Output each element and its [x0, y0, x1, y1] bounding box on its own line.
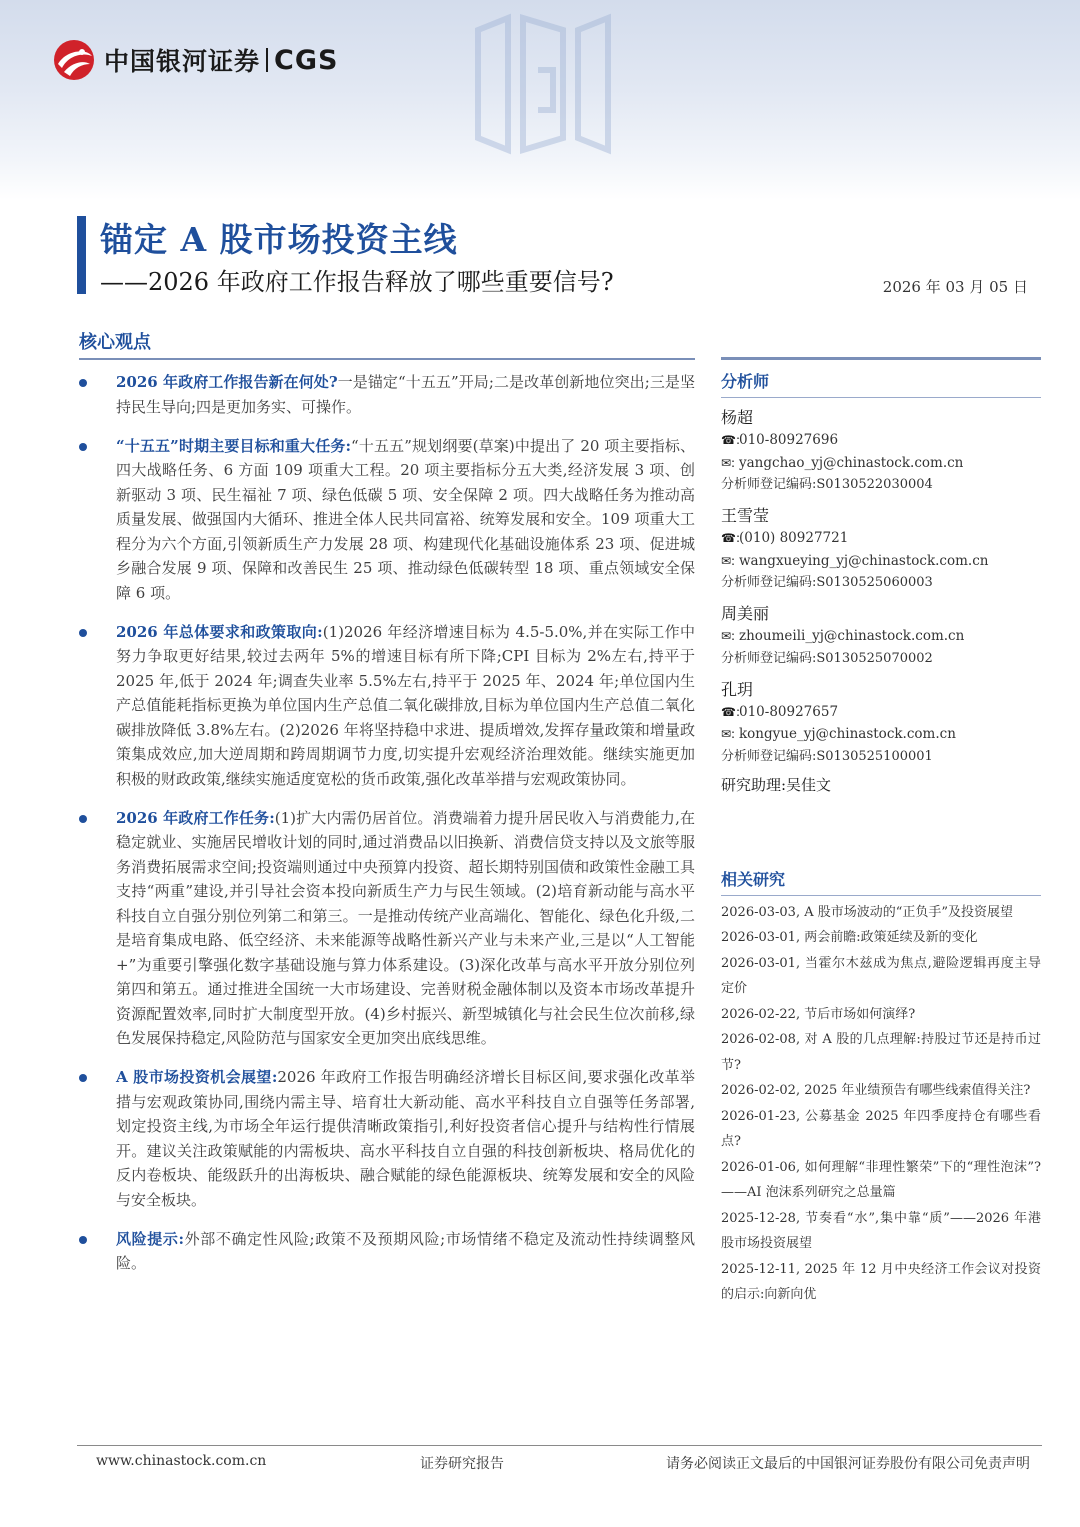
related-research-item[interactable]: 2025-12-11, 2025 年 12 月中央经济工作会议对投资的启示:向新向优 [721, 1261, 1041, 1302]
bullet-dot-icon [79, 443, 87, 451]
analyst-email-row [721, 625, 1041, 648]
core-views-list [79, 370, 695, 1290]
core-view-text: 2026 年政府工作报告明确经济增长目标区间,要求强化改革举措与宏观政策协同,围绕内需主导、培育壮大新动能、高水平科技自立自强等任务部署,划定投资主线,为市场全年运行提供清晰政策指引,利好投资者信心提升与结构性行情展开。建议关注政策赋能的内需板块、高水平科技自立自强的科技创新板块、格局优化的反内卷板块、能级跃升的出海板块、融合赋能的绿色能源板块、统筹发展和安全的风险与安全板块。 [116, 1068, 695, 1209]
related-research-list [721, 900, 1041, 1308]
analyst-card [721, 407, 1041, 496]
analyst-card [721, 603, 1041, 670]
bullet-dot-icon [79, 379, 87, 387]
core-view-item [79, 806, 695, 1051]
bullet-dot-icon [79, 629, 87, 637]
analyst-card [721, 679, 1041, 768]
envelope-icon: ✉: [721, 727, 736, 741]
analyst-phone-row [721, 527, 1041, 550]
phone-icon: ☎: [721, 433, 740, 447]
analyst-name: 王雪莹 [721, 506, 770, 525]
analyst-name: 孔玥 [721, 679, 754, 699]
core-view-item [79, 1227, 695, 1276]
header-banner [0, 0, 1080, 200]
related-research-item[interactable]: 2025-12-28, 节奏看“水”,集中靠“质”——2026 年港股市场投资展望 [721, 1210, 1041, 1251]
core-view-lead: 风险提示: [116, 1229, 184, 1248]
analyst-email[interactable]: kongyue_yj@chinastock.com.cn [739, 726, 956, 742]
core-view-item [79, 620, 695, 792]
bullet-dot-icon [79, 1236, 87, 1244]
logo-english-name: CGS [274, 44, 339, 76]
phone-icon: ☎: [721, 531, 740, 545]
phone-icon: ☎: [721, 704, 740, 719]
sidebar-top-rule [721, 357, 1041, 360]
footer-doc-type: 证券研究报告 [420, 1456, 504, 1472]
logo-chinese-name: 中国银河证券 [104, 47, 261, 76]
analyst-name: 杨超 [721, 408, 754, 427]
core-view-item [79, 1065, 695, 1212]
core-view-text: 一是锚定“十五五”开局;二是改革创新地位突出;三是坚持民生导向;四是更加务实、可操作。 [116, 373, 695, 416]
analyst-email[interactable]: zhoumeili_yj@chinastock.com.cn [739, 628, 965, 644]
analyst-email[interactable]: wangxueying_yj@chinastock.com.cn [739, 552, 989, 569]
report-title: 锚定 A 股市场投资主线 [100, 220, 458, 259]
footer-website-link[interactable]: www.chinastock.com.cn [96, 1453, 267, 1469]
bullet-dot-icon [79, 1074, 87, 1082]
analyst-phone: 010-80927696 [739, 432, 839, 448]
analyst-phone: (010) 80927721 [739, 530, 849, 546]
analyst-phone: 010-80927657 [739, 703, 839, 720]
analyst-registration: 分析师登记编码:S0130525100001 [721, 748, 933, 764]
report-subtitle: ——2026 年政府工作报告释放了哪些重要信号? [100, 268, 614, 296]
analyst-card [721, 505, 1041, 594]
analyst-registration: 分析师登记编码:S0130525070002 [721, 650, 933, 666]
core-view-text: “十五五”规划纲要(草案)中提出了 20 项主要指标、四大战略任务、6 方面 109 项重大工程。20 项主要指标分五大类,经济发展 3 项、创新驱动 3 项、民生福祉 7 项、绿色低碳 5 项、安全保障 2 项。四大战略任务为推动高质量发展、做强国内大循环、推进全体人民共同富裕、统筹发展和安全。109 项重大工程分为六个方面,引领新质生产力发展 28 项、构建现代化基础设施体系 23 项、促进城乡融合发展 9 项、保障和改善民生 25 项、推动绿色低碳转型 18 项、重点领域安全保障 6 项。 [116, 436, 696, 602]
related-research-divider [721, 895, 1041, 896]
analyst-registration: 分析师登记编码:S0130525060003 [721, 575, 933, 590]
footer-divider [77, 1445, 1042, 1446]
footer-disclaimer: 请务必阅读正文最后的中国银河证券股份有限公司免责声明 [666, 1456, 1030, 1472]
related-research-item[interactable]: 2026-02-08, 对 A 股的几点理解:持股过节还是持币过节? [721, 1032, 1041, 1073]
analyst-email-row [721, 550, 1041, 573]
analyst-phone-row [721, 429, 1041, 452]
core-view-lead: 2026 年政府工作任务: [116, 808, 275, 827]
core-view-text: (1)扩大内需仍居首位。消费端着力提升居民收入与消费能力,在稳定就业、实施居民增收计划的同时,通过消费品以旧换新、消费信贷支持以及文旅等服务消费拓展需求空间;投资端则通过中央预算内投资、超长期特别国债和政策性金融工具支持“两重”建设,并引导社会资本投向新质生产力与民生领域。(2)培育新动能与高水平科技自立自强分别位列第二和第三。一是推动传统产业高端化、智能化、绿色化升级,二是培育集成电路、低空经济、未来能源等战略性新兴产业与未来产业,三是以“人工智能+”为重要引擎强化数字基础设施与算力体系建设。(3)深化改革与高水平开放分别位列第四和第五。通过推进全国统一大市场建设、完善财税金融体制以及资本市场改革提升资源配置效率,同时扩大制度型开放。(4)乡村振兴、新型城镇化与社会民生位次前移,绿色发展保持稳定,风险防范与国家安全更加突出底线思维。 [116, 808, 695, 1047]
related-research-heading: 相关研究 [721, 869, 786, 889]
analyst-email[interactable]: yangchao_yj@chinastock.com.cn [739, 454, 964, 471]
report-date: 2026 年 03 月 05 日 [882, 278, 1028, 296]
analysts-heading: 分析师 [721, 372, 770, 391]
analyst-email-row [721, 723, 1041, 746]
core-view-lead: A 股市场投资机会展望: [116, 1068, 278, 1086]
envelope-icon: ✉: [721, 553, 736, 568]
bullet-dot-icon [79, 815, 87, 823]
sidebar [721, 357, 1041, 1308]
related-research-item[interactable]: 2026-03-01, 当霍尔木兹成为焦点,避险逻辑再度主导定价 [721, 955, 1041, 996]
core-view-text: 外部不确定性风险;政策不及预期风险;市场情绪不稳定及流动性持续调整风险。 [116, 1229, 695, 1272]
research-assistant: 研究助理:吴佳文 [721, 775, 832, 794]
related-research-item[interactable]: 2026-02-02, 2025 年业绩预告有哪些线索值得关注? [721, 1083, 1031, 1098]
analyst-registration: 分析师登记编码:S0130522030004 [721, 477, 933, 492]
logo-separator [266, 48, 268, 72]
title-accent-bar [77, 216, 86, 294]
core-view-lead: 2026 年政府工作报告新在何处? [116, 373, 338, 391]
cgs-watermark-icon [468, 10, 618, 160]
core-view-item [79, 370, 695, 419]
related-research-item[interactable]: 2026-02-22, 节后市场如何演绎? [721, 1006, 916, 1022]
related-research-item[interactable]: 2026-03-03, A 股市场波动的“正负手”及投资展望 [721, 904, 1014, 920]
related-research-item[interactable]: 2026-01-23, 公募基金 2025 年四季度持仓有哪些看点? [721, 1108, 1041, 1149]
related-research-section [721, 867, 1041, 1308]
analyst-phone-row [721, 701, 1041, 724]
core-view-lead: 2026 年总体要求和政策取向: [116, 622, 323, 641]
galaxy-logo-icon [52, 38, 96, 82]
core-views-heading: 核心观点 [79, 332, 151, 353]
company-logo [52, 38, 338, 82]
envelope-icon: ✉: [721, 629, 736, 643]
core-views-divider [79, 358, 695, 360]
analyst-email-row [721, 452, 1041, 475]
envelope-icon: ✉: [721, 455, 736, 470]
analyst-name: 周美丽 [721, 604, 770, 623]
core-view-text: (1)2026 年经济增速目标为 4.5-5.0%,并在实际工作中努力争取更好结果,较过去两年 5%的增速目标有所下降;CPI 目标为 2%左右,持平于 2025 年,低于 2024 年;调查失业率 5.5%左右,持平于 2025 年、2024 年;单位国内生产总值能耗指标更换为单位国内生产总值二氧化碳排放,目标为单位国内生产总值二氧化碳排放降低 3.8%左右。(2)2026 年将坚持稳中求进、提质增效,发挥存量政策和增量政策集成效应,加大逆周期和跨周期调节力度,切实提升宏观经济治理效能。继续实施更加积极的财政政策,继续实施适度宽松的货币政策,强化改革举措与宏观政策协同。 [116, 622, 696, 788]
core-view-item [79, 434, 695, 606]
core-view-lead: “十五五”时期主要目标和重大任务: [116, 436, 352, 455]
analysts-divider [721, 397, 1041, 398]
related-research-item[interactable]: 2026-01-06, 如何理解“非理性繁荣”下的“理性泡沫”?——AI 泡沫系列研究之总量篇 [721, 1159, 1041, 1200]
related-research-item[interactable]: 2026-03-01, 两会前瞻:政策延续及新的变化 [721, 930, 978, 945]
